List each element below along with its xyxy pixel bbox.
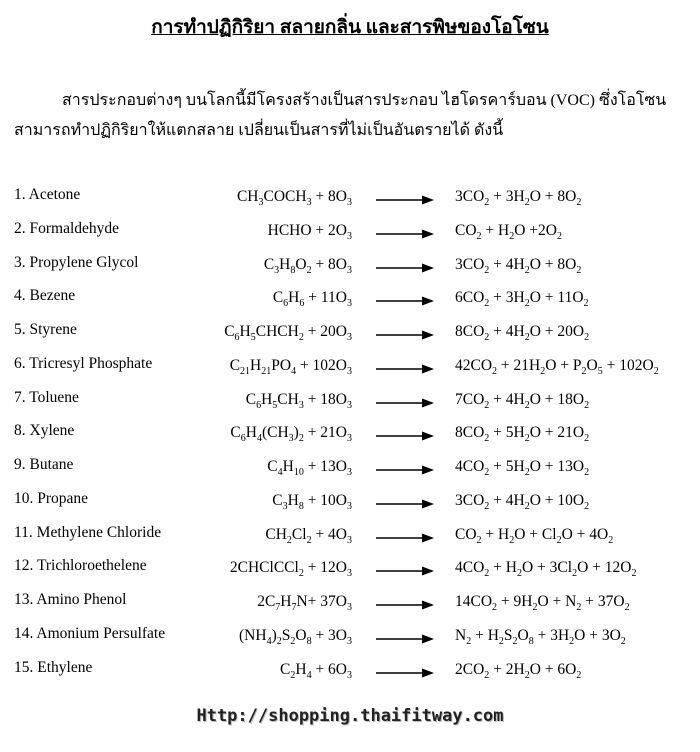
compound-name: 14. Amonium Persulfate [14,624,166,642]
reaction-arrow-icon [376,364,434,374]
products-formula: $N_2 + H_2S_2O_8 + 3H_2O + 3O_2$ [455,626,626,647]
reaction-arrow-icon [376,499,434,509]
reaction-arrow-icon [376,330,434,340]
products-formula: $2CO_2 + 2H_2O + 6O_2$ [455,660,582,681]
compound-name: 2. Formaldehyde [14,219,120,237]
reaction-arrow-icon [376,431,434,441]
compound-name: 11. Methylene Chloride [14,523,162,541]
reaction-row [0,456,700,490]
intro-line-2: สามารถทำปฏิกิริยาให้แตกสลาย เปลี่ยนเป็นสารที่ไม่เป็นอันตรายได้ ดังนี้ [14,122,504,139]
compound-name: 4. Bezene [14,287,76,305]
products-formula: $8CO_2 + 5H_2O + 21O_2$ [455,424,590,445]
reactants-formula: HCHO + $2O_3$ [267,221,352,242]
reaction-arrow-icon [376,296,434,306]
reactants-formula: $C_6H_5CHCH_2 + 20O_3$ [224,323,352,343]
reactants-formula: $C_6H_4(CH_3)_2 + 21O_3$ [230,424,352,445]
reaction-row [0,591,700,625]
products-formula: $3CO_2 + 3H_2O + 8O_2$ [455,188,582,208]
reaction-row [0,186,700,220]
reaction-row [0,490,700,524]
reaction-row [0,355,700,389]
compound-name: 12. Trichloroethelene [14,557,147,575]
intro-paragraph [14,86,690,146]
reaction-row [0,220,700,254]
reaction-row [0,557,700,591]
reaction-row [0,524,700,558]
products-formula: $4CO_2 + 5H_2O + 13O_2$ [455,458,590,478]
footer-url: Http://shopping.thaifitway.com [196,706,504,726]
compound-name: 9. Butane [14,456,74,473]
reaction-arrow-icon [376,566,434,576]
compound-name: 5. Styrene [14,321,77,338]
reaction-row [0,422,700,456]
reaction-row [0,659,700,693]
reactants-formula: $2C_7H_7N+ 37O_3$ [257,593,352,613]
reaction-arrow-icon [376,533,434,543]
compound-name: 1. Acetone [14,186,81,203]
reactants-formula: $C_6H_6 + 11O_3$ [272,289,352,310]
reaction-arrow-icon [376,634,434,644]
compound-name: 13. Amino Phenol [14,591,127,608]
reaction-row [0,389,700,423]
page-title: การทำปฏิกิริยา สลายกลิ่น และสารพิษของโอโซน [151,17,549,38]
reactants-formula: $C_4H_{10} + 13O_3$ [267,458,352,478]
reaction-row [0,625,700,659]
reactants-formula: 2CHClCCl$_2$ + $12O_3$ [229,559,352,580]
products-formula: $7CO_2 + 4H_2O + 18O_2$ [455,390,590,411]
reaction-arrow-icon [376,465,434,475]
products-formula: $42CO_2 + 21H_2O + P_2O_5 + 102O_2$ [455,356,659,377]
compound-name: 10. Propane [14,489,89,507]
compound-name: 15. Ethylene [14,658,93,676]
reaction-arrow-icon [376,668,434,678]
reactants-formula: $CH_2Cl_2 + 4O_3$ [265,525,352,546]
compound-name: 6. Tricresyl Phosphate [14,354,153,372]
products-formula: $CO_2 + H_2O + Cl_2O + 4O_2$ [455,525,614,546]
compound-name: 7. Toluene [14,388,79,406]
products-formula: $4CO_2 + H_2O + 3Cl_2O + 12O_2$ [455,559,637,580]
reactants-formula: $CH_3COCH_3 + 8O_3$ [236,188,352,208]
reaction-arrow-icon [376,398,434,408]
reactants-formula: $C_{21}H_{21}PO_4 + 102O_3$ [229,356,352,377]
reaction-arrow-icon [376,195,434,205]
products-formula: $6CO_2 + 3H_2O + 11O_2$ [455,289,589,310]
products-formula: $3CO_2 + 4H_2O + 10O_2$ [455,491,590,512]
reactants-formula: $C_3H_8O_2 + 8O_3$ [263,255,352,276]
reactants-formula: $C_6H_5CH_3 + 18O_3$ [245,390,352,411]
reactants-formula: $C_3H_8 + 10O_3$ [272,491,352,512]
reactants-formula: $C_2H_4 + 6O_3$ [280,660,352,681]
reaction-arrow-icon [376,229,434,239]
reaction-row [0,254,700,288]
reaction-arrow-icon [376,600,434,610]
reactants-formula: $(NH_4)_2S_2O_8 + 3O_3$ [239,626,352,647]
reaction-arrow-icon [376,263,434,273]
products-formula: $8CO_2 + 4H_2O + 20O_2$ [455,323,590,343]
compound-name: 8. Xylene [14,422,75,440]
intro-line-1: สารประกอบต่างๆ บนโลกนี้มีโครงสร้างเป็นสารประกอบ ไฮโดรคาร์บอน (VOC) ซึ่งโอโซน [62,92,667,109]
compound-name: 3. Propylene Glycol [14,253,139,271]
reaction-list [0,186,700,692]
reaction-row [0,321,700,355]
products-formula: $14CO_2 + 9H_2O + N_2 + 37O_2$ [455,593,630,613]
products-formula: $CO_2 + H_2O +2O_2$ [455,221,562,242]
products-formula: $3CO_2 + 4H_2O + 8O_2$ [455,255,582,276]
reaction-row [0,287,700,321]
